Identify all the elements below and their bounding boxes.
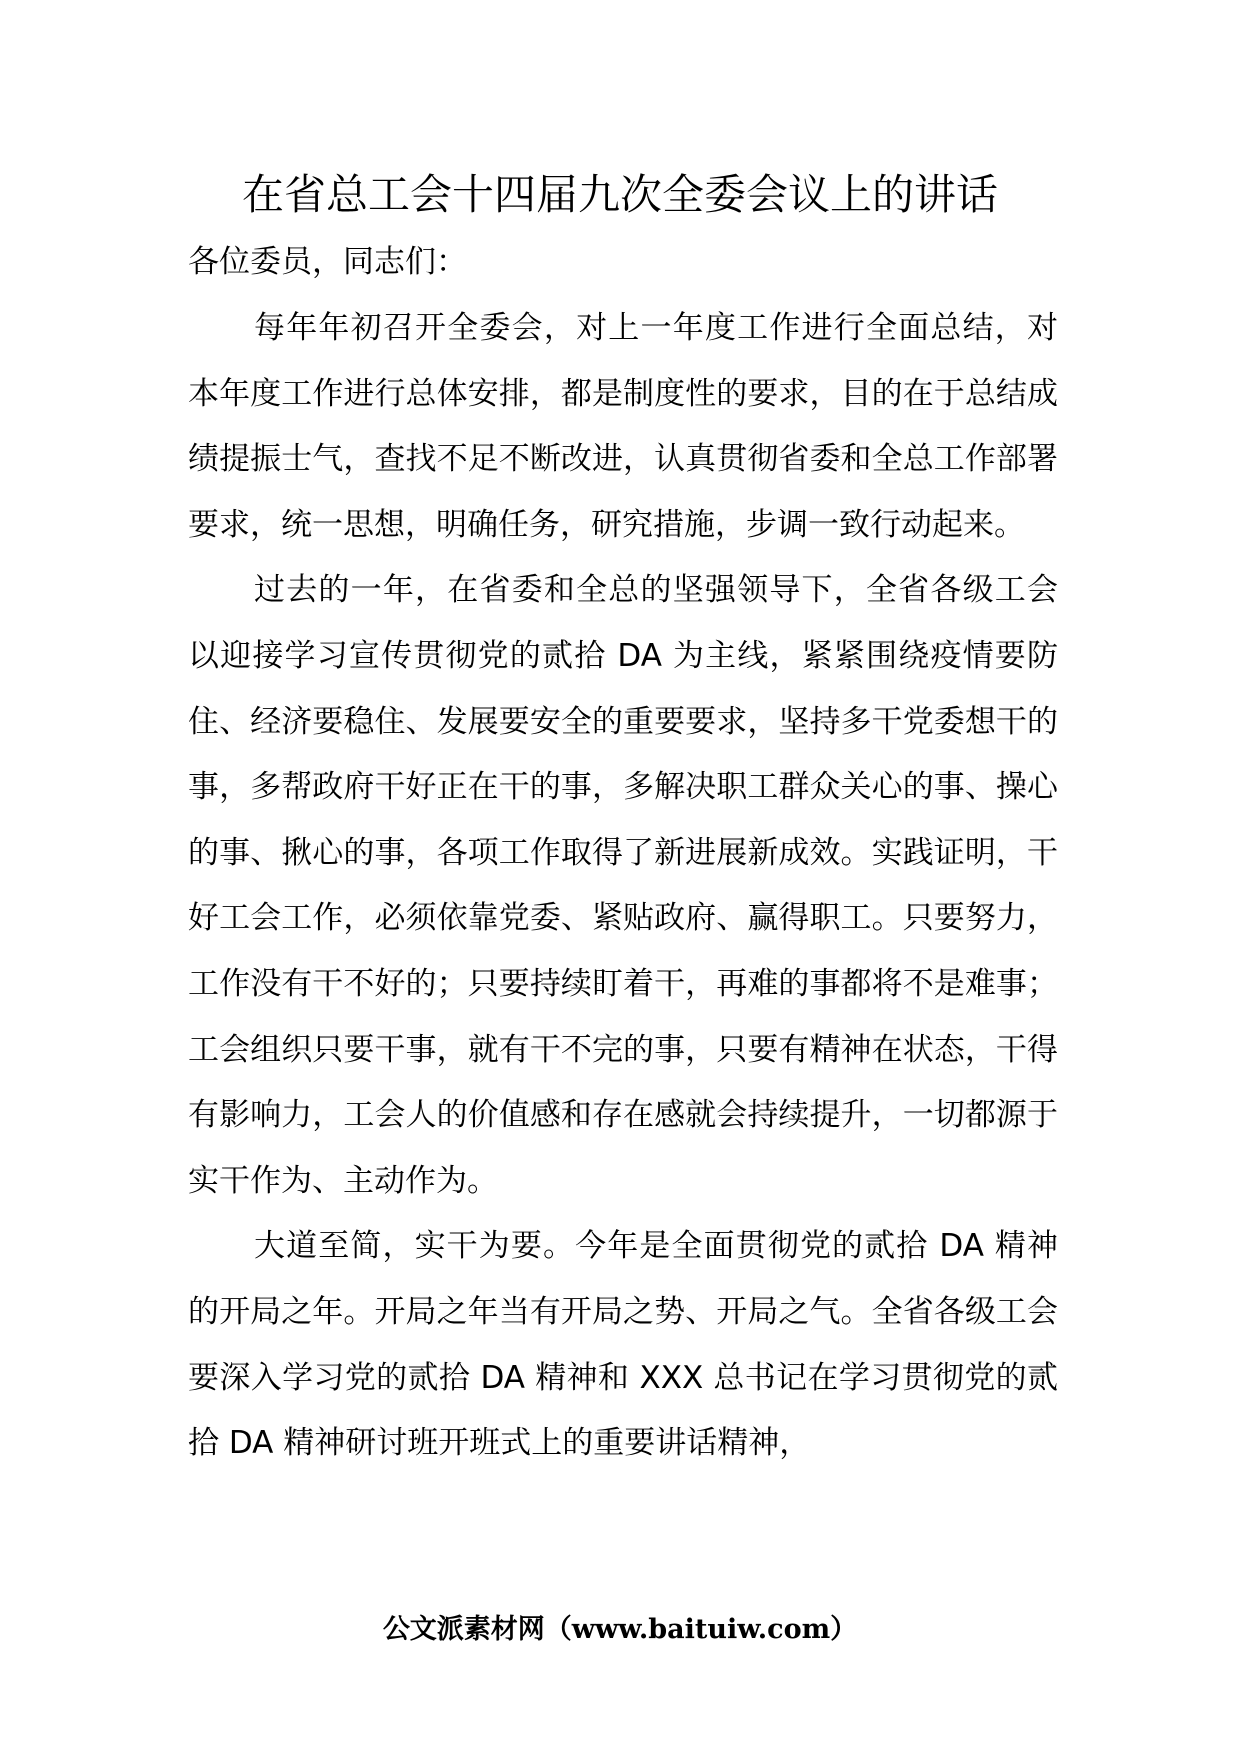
document-body — [188, 237, 1058, 1477]
paragraph-outlook: 大道至简，实干为要。今年是全面贯彻党的贰拾 DA 精神的开局之年。开局之年当有开局之势、开局之气。全省各级工会要深入学习党的贰拾 DA 精神和 XXX 总书记在学习贯彻党的贰拾 DA 精神研讨班开班式上的重要讲话精神， — [188, 1228, 1058, 1462]
paragraph-review: 过去的一年，在省委和全总的坚强领导下，全省各级工会以迎接学习宣传贯彻党的贰拾 DA 为主线，紧紧围绕疫情要防住、经济要稳住、发展要安全的重要要求，坚持多干党委想干的事，多帮政府干好正在干的事，多解决职工群众关心的事、操心的事、揪心的事，各项工作取得了新进展新成效。实践证明，干好工会工作，必须依靠党委、紧贴政府、赢得职工。只要努力，工作没有干不好的；只要持续盯着干，再难的事都将不是难事；工会组织只要干事，就有干不完的事，只要有精神在状态，干得有影响力，工会人的价值感和存在感就会持续提升，一切都源于实干作为、主动作为。 — [188, 572, 1058, 1199]
footer-watermark: 公文派素材网（www.baituiw.com） — [382, 1614, 858, 1645]
paragraph-opening: 每年年初召开全委会，对上一年度工作进行全面总结，对本年度工作进行总体安排，都是制度性的要求，目的在于总结成绩提振士气，查找不足不断改进，认真贯彻省委和全总工作部署要求，统一思想，明确任务，研究措施，步调一致行动起来。 — [188, 310, 1058, 543]
salutation: 各位委员，同志们： — [188, 244, 467, 280]
document-title: 在省总工会十四届九次全委会议上的讲话 — [241, 170, 998, 219]
